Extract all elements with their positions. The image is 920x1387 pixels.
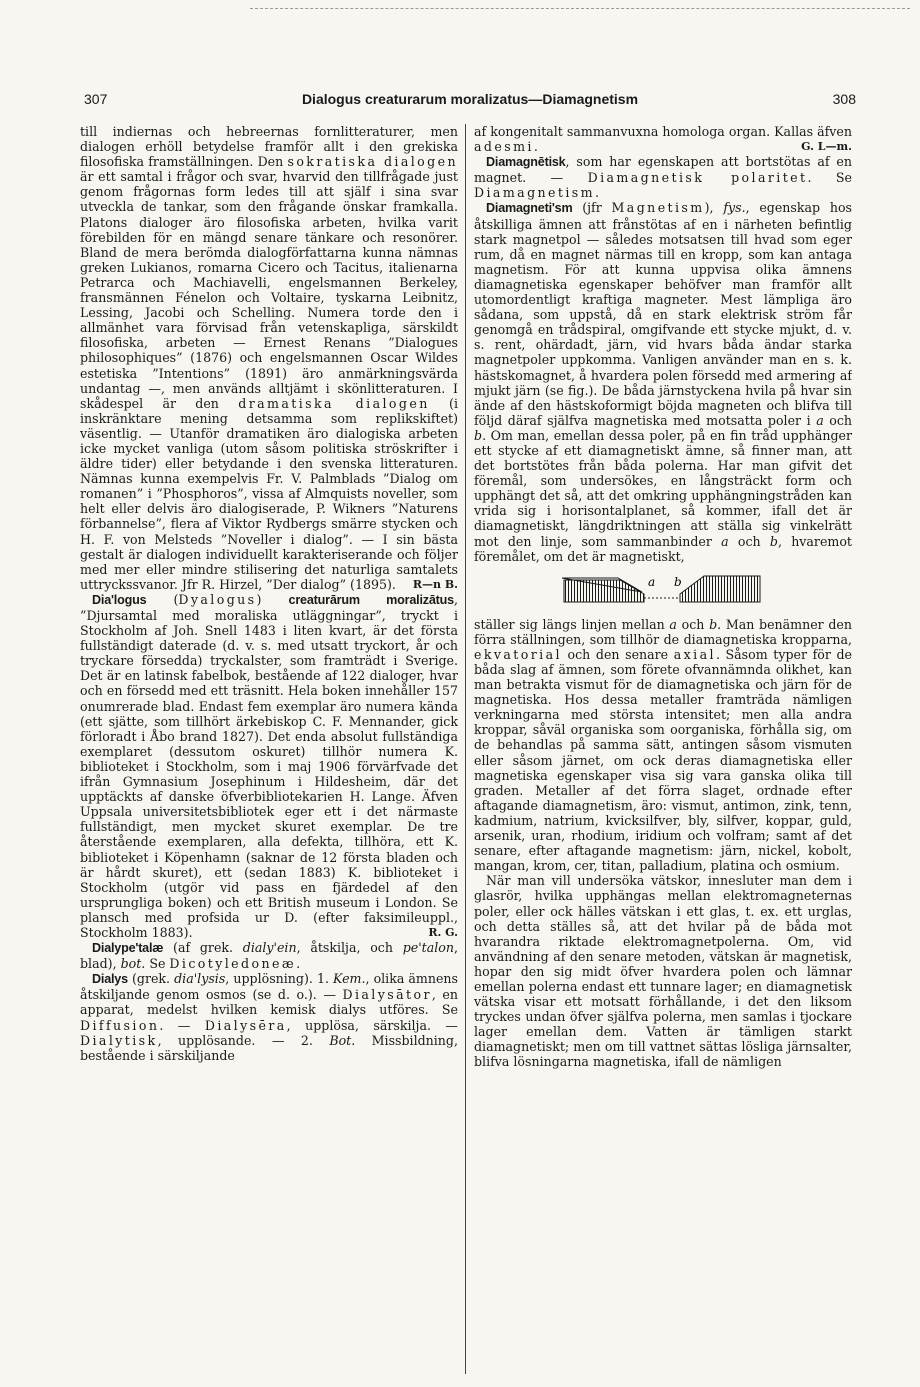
spaced-term: Dialysātor bbox=[342, 987, 432, 1003]
magnet-poles-illustration bbox=[562, 568, 762, 614]
text: , olika ämnens åtskiljande genom osmos (se d. o.). — bbox=[80, 971, 458, 1003]
text: och bbox=[823, 412, 852, 428]
text: (grek. bbox=[127, 971, 175, 987]
text: (af grek. bbox=[163, 940, 243, 956]
paragraph-liquids bbox=[474, 873, 852, 1069]
spaced-term: axial bbox=[673, 646, 716, 662]
author-signature: G. L—m. bbox=[801, 140, 852, 154]
italic-term: fys. bbox=[723, 200, 746, 216]
text: , blad), bbox=[80, 940, 458, 972]
entry-diamagnetism-continued bbox=[474, 617, 852, 874]
text: . Se bbox=[807, 170, 852, 186]
running-title: Dialogus creaturarum moralizatus—Diamagnetism bbox=[301, 91, 639, 107]
text: . — bbox=[159, 1017, 205, 1033]
text: , hvaremot föremålet, om det är magnetiskt, bbox=[474, 533, 852, 564]
text: af kongenitalt sammanvuxna homologa organ. Kallas äfven bbox=[474, 124, 852, 139]
text: . Man benämner den förra ställningen, som tillhör de diamagnetiska kropparna, bbox=[474, 616, 852, 647]
headword: creaturārum moralizātus bbox=[288, 592, 454, 607]
text: , som har egenskapen att bortstötas af en magnet. — bbox=[474, 154, 852, 186]
italic-term: pe'talon bbox=[402, 940, 454, 956]
entry-diamagnetism bbox=[474, 200, 852, 563]
page-number-right: 308 bbox=[832, 91, 856, 107]
page-number-left: 307 bbox=[84, 91, 108, 107]
text: Missbildning, bestående i särskiljande bbox=[80, 1032, 458, 1063]
entry-dialogus bbox=[80, 592, 458, 940]
text: , upplösande. — 2. bbox=[157, 1032, 330, 1048]
spaced-term: Dialytisk bbox=[80, 1032, 158, 1048]
entry-dialys bbox=[80, 971, 458, 1063]
italic-term: a bbox=[669, 616, 677, 632]
text: Se bbox=[145, 956, 170, 972]
text: och bbox=[676, 616, 710, 632]
text: , en apparat, medelst hvilken kemisk dialys utföres. Se bbox=[80, 987, 458, 1018]
column-divider bbox=[465, 124, 466, 1374]
spaced-term: Dicotyledoneæ bbox=[169, 956, 297, 972]
text: ( bbox=[146, 591, 179, 607]
italic-term: Bot. bbox=[329, 1032, 356, 1048]
italic-term: dia'lysis bbox=[174, 971, 226, 987]
text: , upplösa, särskilja. — bbox=[286, 1017, 458, 1033]
headword: Dialys bbox=[92, 972, 128, 987]
italic-term: Kem. bbox=[333, 971, 366, 987]
text: . bbox=[296, 956, 301, 972]
text: (jfr bbox=[572, 200, 612, 216]
headword: Diamagnētisk bbox=[486, 155, 566, 170]
text: ställer sig längs linjen mellan bbox=[474, 616, 670, 632]
spaced-term: ekvatorial bbox=[474, 646, 562, 662]
text: och bbox=[728, 533, 770, 549]
italic-term: b bbox=[709, 616, 718, 632]
text: . bbox=[533, 139, 538, 155]
headword: Dia'logus bbox=[92, 592, 147, 607]
top-dashed-rule bbox=[250, 8, 910, 9]
text: , åtskilja, och bbox=[296, 940, 403, 956]
italic-term: a bbox=[721, 533, 729, 549]
entry-dialys-continued bbox=[474, 124, 852, 154]
spaced-term: sokratiska dialogen bbox=[287, 154, 458, 170]
entry-dialypetalae bbox=[80, 940, 458, 971]
entry-diamagnetisk bbox=[474, 154, 852, 200]
author-signature: R—n B. bbox=[412, 577, 458, 591]
spaced-term: dramatiska dialogen bbox=[238, 395, 430, 411]
italic-term: bot. bbox=[120, 956, 146, 972]
magnet-poles-figure bbox=[474, 568, 852, 614]
spaced-term: Diamagnetisk polaritet bbox=[587, 170, 808, 186]
pole-label-a: a bbox=[648, 574, 656, 589]
text: , egenskap hos åtskilliga ämnen att frånstötas af en i närheten befintlig stark magnetpol — således motsatsen till hvad som eger rum, då en magnet närmas till en kropp, som kan antaga magnetism. För att kunna uppvisa olika ämnens diamagnetiska egenskaper behöfver man framför allt utomordentligt kraftiga magneter. Mest lämpliga äro sådana, som uppstå, då en stark elektrisk ström får genomgå en trådspiral, omgifvande ett stycke mjukt, d. v. s. rent, ohärdadt, järn, vid hvars båda ändar starka magnetpoler uppkomma. Vanligen använder man en s. k. hästskomagnet, å hvardera polen försedd med armering af mjukt järn (se fig.). De båda järnstyckena hvila på hvar sin ände af den hästskoformigt böjda magneten och blifva till följd däraf själfva magnetiska med motsatta poler i bbox=[474, 200, 852, 428]
text: . Såsom typer för de båda slag af ämnen, som förete ofvannämnda olikhet, kan man betrakta vismut för de diamagnetiska och järn för de magnetiska. Hos dessa metaller framträda nämligen verkningarna med största intensitet; men alla andra kroppar, såväl organiska som oorganiska, förhålla sig, om de behandlas på samma sätt, antingen såsom vismuten eller såsom järnet, om ock deras diamagnetiska eller magnetiska egenskaper visa sig vara ganska olika till graden. Metaller af det förra slaget, ordnade efter aftagande diamagnetism, äro: vismut, antimon, zink, tenn, kadmium, natrium, kvicksilfver, bly, silfver, koppar, guld, arsenik, uran, rhodium, iridium och volfram; samt af det senare, efter aftagande magnetism: järn, nickel, kobolt, mangan, krom, cer, titan, palladium, platina och osmium. bbox=[474, 646, 852, 874]
italic-term: b bbox=[474, 427, 483, 443]
spaced-term: adesmi bbox=[474, 139, 534, 155]
right-column bbox=[474, 124, 852, 1379]
headword: Diamagneti'sm bbox=[486, 201, 573, 216]
spaced-term: Dialysēra bbox=[204, 1017, 287, 1033]
spaced-term: Dyalogus bbox=[178, 591, 257, 607]
spaced-term: Diamagnetism bbox=[474, 185, 596, 201]
entry-dialog-continued bbox=[80, 124, 458, 592]
text: När man vill undersöka vätskor, innesluter man dem i glasrör, hvilka upphängas mellan elektromagneternas poler, eller ock hälles vätskan i ett glas, t. ex. ett urglas, och detta ställes så, att det hvilar på de båda mot hvarandra riktade elektromagnetpolerna. Om, vid användning af den senare metoden, vätskan är magnetisk, hopar den sig midt öfver hvardera polen och lämnar emellan polerna endast ett tunnare lager; en diamagnetisk vätska visar ett motsatt förhållande, i det den liksom tryckes undan öfver själfva polerna, men samlas i tjockare lager emellan dem. Vatten är tämligen starkt diamagnetiskt; men om till vattnet sättas lösliga järnsalter, blifva lösningarna magnetiska, ifall de nämligen bbox=[474, 873, 852, 1070]
italic-term: dialy'ein bbox=[242, 940, 297, 956]
text: och den senare bbox=[561, 646, 674, 662]
text: (i inskränktare mening detsamma som replikskiftet) väsentlig. — Utanför dramatiken äro dialogiska arbeten icke mycket vanliga (utom såsom politiska ströskrifter i äldre tider) eller betydande i den svenska litteraturen. Nämnas kunna exempelvis Fr. V. Palmblads ”Dialog om romanen” i ”Phosphoros”, vissa af Almquists noveller, som helt eller delvis äro dialogiserade, P. Wikners ”Naturens förbannelse”, flera af Viktor Rydbergs smärre stycken och H. F. von Melsteds ”Noveller i dialog”. — I sin bästa gestalt är dialogen individuellt karakteriserande och följer med mer eller mindre stilisering det naturliga samtalets uttryckssvanor. Jfr R. Hirzel, ”Der dialog” (1895). bbox=[80, 395, 458, 592]
text: är ett samtal i frågor och svar, hvarvid den tillfrågade just genom frågornas form ledes till att själf i sina svar utveckla de tankar, som den frågande önskar framkalla. Platons dialoger äro filosofiska arbeten, hvilka varit förebilden för en mängd senare tänkare och resonörer. Bland de mera berömda dialogförfattarna kunna nämnas greken Lukianos, romarna Cicero och Tacitus, italienarna Petrarca och Machiavelli, engelsmannen Berkeley, fransmännen Fénelon och Voltaire, tyskarna Leibnitz, Lessing, Jacobi och Schelling. Numera torde den i allmänhet vara förvisad från vetenskapliga, särskildt filosofiska, arbeten — Ernest Renans ”Dialogues philosophiques” (1876) och engelsmannen Oscar Wildes estetiska ”Intentions” (1891) äro anmärkningsvärda undantag —, men används alltjämt i skönlitteraturen. I skådespel är den bbox=[80, 169, 458, 411]
text: ) bbox=[256, 591, 289, 607]
spaced-term: Diffusion bbox=[80, 1017, 160, 1033]
text: . bbox=[595, 185, 600, 201]
headword: Dialype'talæ bbox=[92, 941, 164, 956]
text: , ”Djursamtal med moraliska utläggningar”, tryckt i Stockholm af Joh. Snell 1483 i liten kvart, är det första fullständigt daterade (d. v. s. med utsatt tryckort, år och tryckare försedda) tryckalster, som framträdt i Sverige. Det är en latinsk fabelbok, bestående af 122 dialoger, hvar och en försedd med ett träsnitt. Hela boken innehåller 157 onumrerade blad. Endast fem exemplar äro numera kända (ett sjätte, som tillhört ärkebiskop C. F. Mennander, gick förloradt i Åbo brand 1827). Det enda absolut fullständiga exemplaret (dessutom oskuret) tillhör numera K. biblioteket i Stockholm, som i maj 1906 förvärfvade det ifrån Gymnasium Josephinum i Hildesheim, där det upptäckts af danske öfverbibliotekarien H. Lange. Äfven Uppsala universitetsbibliotek eger ett i det närmaste fullständigt, men mycket skuret exemplar. De tre återstående exemplaren, alla defekta, tillhöra, ett K. biblioteket i Köpenhamn (saknar de 12 första bladen och är hårdt skuret), ett (sedan 1883) K. biblioteket i Stockholm (utgör vid pass en fjärdedel af den ursprungliga boken) och ett British museum i London. Se plansch med profsida ur D. (efter faksimileuppl., Stockholm 1883). bbox=[80, 591, 458, 940]
author-signature: R. G. bbox=[428, 925, 458, 939]
page-header bbox=[84, 89, 856, 109]
text: till indiernas och hebreernas fornlitteraturer, men dialogen erhöll betydelse framför allt i den grekiska filosofiska framställningen. Den bbox=[80, 124, 458, 170]
pole-label-b: b bbox=[674, 574, 682, 589]
pole-piece-a bbox=[564, 580, 644, 602]
text: ), bbox=[704, 200, 724, 216]
text: . Om man, emellan dessa poler, på en fin tråd upphänger ett stycke af ett diamagnetiskt ämne, så finner man, att det bortstötes från båda polerna. Har man gifvit det föremål, som undersökes, en långsträckt form och upphängt det så, att det omkring upphängningstråden kan vrida sig i horisontalplanet, så kommer, ifall det är diamagnetiskt, längdriktningen att ställa sig vinkelrätt mot den linje, som sammanbinder bbox=[474, 427, 852, 549]
italic-term: a bbox=[816, 412, 824, 428]
spaced-term: Magnetism bbox=[611, 200, 705, 216]
italic-term: b bbox=[769, 533, 778, 549]
pole-piece-b bbox=[680, 576, 760, 602]
text: , upplösning). 1. bbox=[225, 971, 334, 987]
left-column bbox=[80, 124, 458, 1379]
